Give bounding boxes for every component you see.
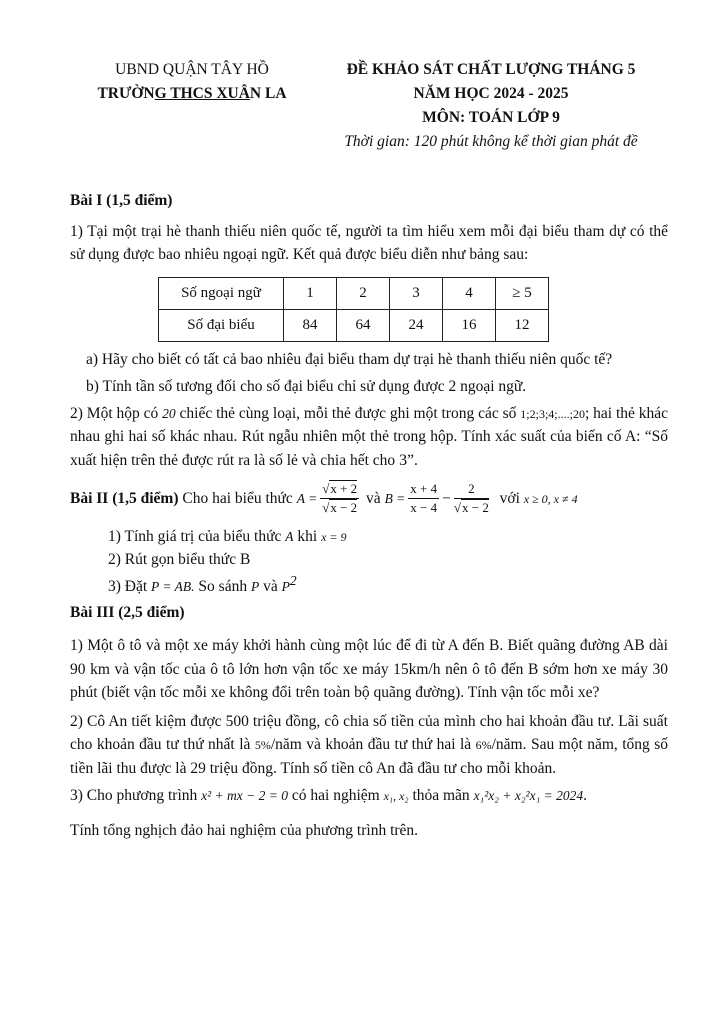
section-3-question-3: 3) Cho phương trình x² + mx − 2 = 0 có hai nghiệm x₁, x₂ thỏa mãn x₁²x₂ + x₂²x₁ = 2024. (70, 786, 587, 804)
table-cell: 12 (496, 309, 549, 341)
frequency-table (158, 277, 549, 342)
section-2-question-1: 1) Tính giá trị của biểu thức A khi x = 9 (108, 527, 347, 545)
section-3-question-2: 2) Cô An tiết kiệm được 500 triệu đồng, cô chia số tiền của mình cho hai khoản đầu tư. Lãi suất cho khoản đầu tư thứ nhất là 5%/năm và khoản đầu tư thứ hai là 6%/năm. Sau một năm, tổng số tiền lãi thu được là 29 triệu đồng. Tính số tiền cô An đã đầu tư cho mỗi khoản. (70, 713, 669, 777)
section-3-title: Bài III (2,5 điểm) (70, 604, 185, 622)
section-1-question-2: 2) Một hộp có 20 chiếc thẻ cùng loại, mỗi thẻ được ghi một trong các số 1;2;3;4;....;20; hai thẻ khác nhau ghi hai số khác nhau. Rút ngẫu nhiên một thẻ trong hộp. Tính xác suất của biến cố A: “Số xuất hiện trên thẻ được rút ra là số lẻ và chia hết cho 3”. (70, 405, 669, 469)
subject: MÔN: TOÁN LỚP 9 (422, 109, 560, 126)
table-cell: 3 (390, 277, 443, 309)
section-2-question-3: 3) Đặt P = AB. So sánh P và $P^2$ (108, 573, 297, 596)
table-cell: 24 (390, 309, 443, 341)
district-name: UBND QUẬN TÂY HỒ (115, 61, 269, 78)
school-name: TRƯỜNG THCS XUÂN LA (97, 85, 287, 102)
table-row (159, 277, 549, 309)
table-cell: 84 (284, 309, 337, 341)
section-3-question-1: 1) Một ô tô và một xe máy khởi hành cùng một lúc để đi từ A đến B. Biết quãng đường AB dài 90 km và vận tốc của ô tô lớn hơn vận tốc xe máy 15km/h nên ô tô đến B sớm hơn xe máy 30 phút (biết vận tốc mỗi xe không đổi trên toàn bộ quãng đường). Tính vận tốc mỗi xe? (70, 637, 668, 701)
table-row (159, 309, 549, 341)
table-cell: 2 (337, 277, 390, 309)
section-3-question-3-ask: Tính tổng nghịch đảo hai nghiệm của phương trình trên. (70, 822, 419, 840)
table-cell: 64 (337, 309, 390, 341)
table-cell: 4 (443, 277, 496, 309)
school-year: NĂM HỌC 2024 - 2025 (413, 85, 569, 102)
section-2-title: Bài II (1,5 điểm) (70, 489, 179, 507)
section-1-question-1: 1) Tại một trại hè thanh thiếu niên quốc tế, người ta tìm hiểu xem mỗi đại biểu tham dự có thể sử dụng được bao nhiêu ngoại ngữ. Kết quả được biểu diễn như bảng sau: (70, 223, 668, 264)
table-cell: 1 (284, 277, 337, 309)
section-1-question-a: a) Hãy cho biết có tất cả bao nhiêu đại biểu tham dự trại hè thanh thiếu niên quốc tế? (86, 350, 613, 368)
exam-title: ĐỀ KHẢO SÁT CHẤT LƯỢNG THÁNG 5 (346, 61, 636, 78)
expression-b-part1: $\frac{x + 4}{x - 4}$ (410, 481, 438, 516)
section-1-title: Bài I (1,5 điểm) (70, 192, 173, 209)
table-cell: ≥ 5 (496, 277, 549, 309)
section-2-question-2: 2) Rút gọn biểu thức B (108, 550, 251, 568)
exam-info-block (320, 58, 662, 154)
table-header-delegates: Số đại biểu (159, 309, 284, 341)
exam-header (62, 58, 662, 168)
section-2-intro: Bài II (1,5 điểm) Cho hai biểu thức A = $\frac{√x + 2}{√x - 2}$ và B = $\frac{x + 4}{x - 4}$ − $\frac{2}{√x - 2}$ với x ≥ 0, x ≠ 4 (70, 481, 578, 516)
school-block (62, 58, 322, 106)
time-allowed: Thời gian: 120 phút không kể thời gian phát đề (344, 133, 638, 150)
section-1-question-b: b) Tính tần số tương đối cho số đại biểu chỉ sử dụng được 2 ngoại ngữ. (86, 377, 527, 395)
expression-b-part2: $\frac{2}{√x - 2}$ (453, 481, 489, 516)
exam-body (70, 188, 668, 842)
table-header-languages: Số ngoại ngữ (159, 277, 284, 309)
table-cell: 16 (443, 309, 496, 341)
expression-a: $\frac{√x + 2}{√x - 2}$ (322, 481, 358, 516)
